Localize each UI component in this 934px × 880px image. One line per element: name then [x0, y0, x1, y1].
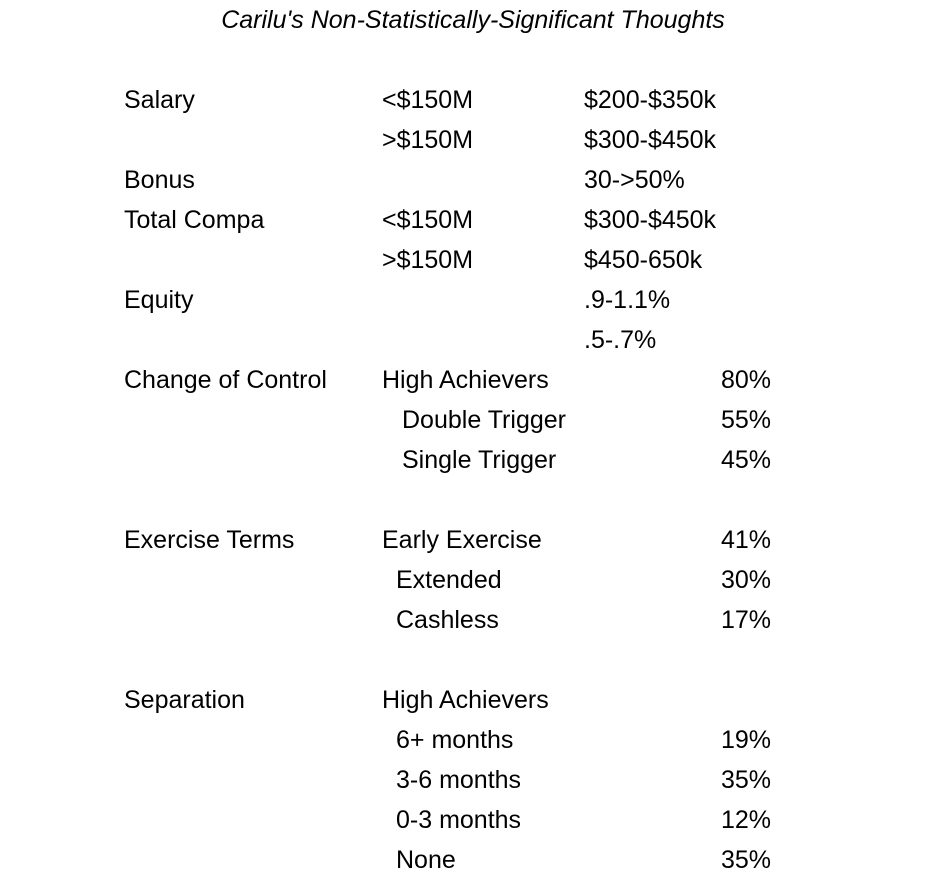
- subcategory-cell: 6+ months: [396, 726, 514, 754]
- subcategory-cell: >$150M: [382, 126, 474, 154]
- table-row: [0, 560, 934, 600]
- subcategory-cell: <$150M: [382, 206, 474, 234]
- range-cell: $300-$450k: [584, 206, 717, 234]
- table-row: [0, 840, 934, 880]
- percent-cell: 12%: [721, 806, 772, 834]
- table-row: [0, 280, 934, 320]
- subcategory-cell: Early Exercise: [382, 526, 542, 554]
- range-cell: .5-.7%: [584, 326, 657, 354]
- table-row: [0, 760, 934, 800]
- subcategory-cell: None: [396, 846, 456, 874]
- category-cell: Equity: [124, 286, 194, 314]
- table-row: [0, 120, 934, 160]
- table-row: [0, 200, 934, 240]
- table-row: [0, 320, 934, 360]
- percent-cell: 41%: [721, 526, 772, 554]
- table-row: [0, 240, 934, 280]
- category-cell: Bonus: [124, 166, 195, 194]
- percent-cell: 17%: [721, 606, 772, 634]
- subcategory-cell: Cashless: [396, 606, 499, 634]
- percent-cell: 55%: [721, 406, 772, 434]
- percent-cell: 35%: [721, 846, 772, 874]
- subcategory-cell: Extended: [396, 566, 502, 594]
- table-row: [0, 360, 934, 400]
- subcategory-cell: <$150M: [382, 86, 474, 114]
- table-row: [0, 80, 934, 120]
- range-cell: .9-1.1%: [584, 286, 671, 314]
- subcategory-cell: >$150M: [382, 246, 474, 274]
- table-row: [0, 400, 934, 440]
- table-row: [0, 640, 934, 680]
- range-cell: $450-650k: [584, 246, 703, 274]
- subcategory-cell: High Achievers: [382, 686, 549, 714]
- table-row: [0, 480, 934, 520]
- range-cell: $200-$350k: [584, 86, 717, 114]
- document-title: Carilu's Non-Statistically-Significant Thoughts: [221, 6, 725, 34]
- range-cell: 30->50%: [584, 166, 685, 194]
- percent-cell: 30%: [721, 566, 772, 594]
- category-cell: Exercise Terms: [124, 526, 295, 554]
- table-row: [0, 600, 934, 640]
- category-cell: Total Compa: [124, 206, 265, 234]
- subcategory-cell: 0-3 months: [396, 806, 522, 834]
- table-row: [0, 440, 934, 480]
- percent-cell: 80%: [721, 366, 772, 394]
- subcategory-cell: Single Trigger: [402, 446, 557, 474]
- category-cell: Salary: [124, 86, 195, 114]
- percent-cell: 35%: [721, 766, 772, 794]
- table-row: [0, 160, 934, 200]
- percent-cell: 45%: [721, 446, 772, 474]
- table-row: [0, 520, 934, 560]
- table-row: [0, 720, 934, 760]
- category-cell: Change of Control: [124, 366, 327, 394]
- category-cell: Separation: [124, 686, 245, 714]
- compensation-table: [0, 80, 934, 880]
- table-row: [0, 800, 934, 840]
- table-row: [0, 680, 934, 720]
- subcategory-cell: 3-6 months: [396, 766, 522, 794]
- percent-cell: 19%: [721, 726, 772, 754]
- range-cell: $300-$450k: [584, 126, 717, 154]
- subcategory-cell: Double Trigger: [402, 406, 566, 434]
- subcategory-cell: High Achievers: [382, 366, 549, 394]
